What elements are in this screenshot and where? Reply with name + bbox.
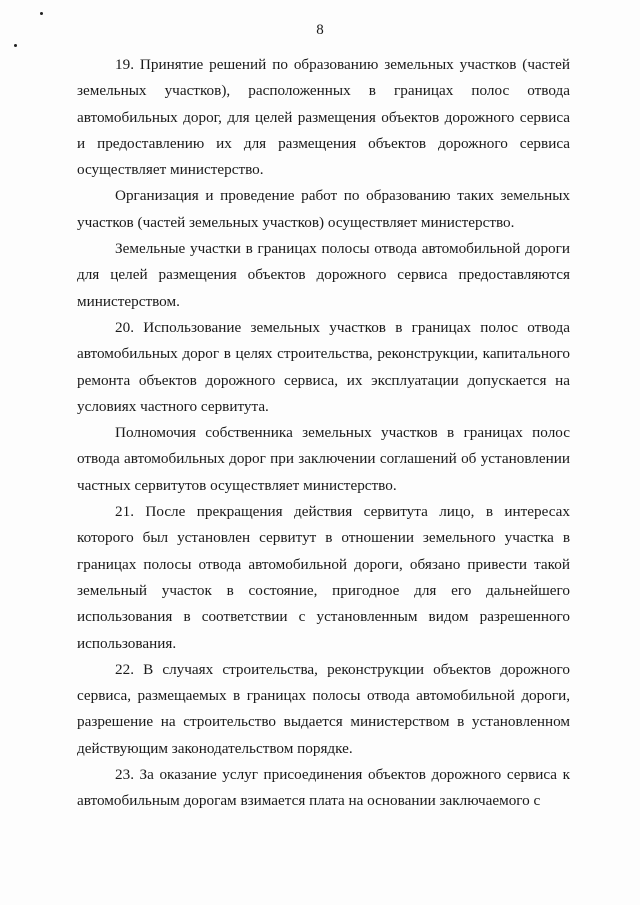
- paragraph-19-organization: Организация и проведение работ по образованию таких земельных участков (частей земельных участков) осуществляет министерство.: [77, 187, 570, 231]
- paragraph-20-powers: Полномочия собственника земельных участков в границах полос отвода автомобильных дорог при заключении соглашений об установлении частных сервитутов осуществляет министерство.: [77, 424, 570, 494]
- scan-speck: [14, 44, 17, 47]
- scan-speck: [40, 12, 43, 15]
- paragraph-23: 23. За оказание услуг присоединения объектов дорожного сервиса к автомобильным дорогам взимается плата на основании заключаемого с: [77, 766, 570, 810]
- paragraph-22: 22. В случаях строительства, реконструкции объектов дорожного сервиса, размещаемых в границах полосы отвода автомобильной дороги, разрешение на строительство выдается министерством в установленном действующим законодательством порядке.: [77, 660, 570, 757]
- page-number: 8: [316, 22, 324, 38]
- paragraph-20: 20. Использование земельных участков в границах полос отвода автомобильных дорог в целях строительства, реконструкции, капитального ремонта объектов дорожного сервиса, их эксплуатации допускается на условиях частного сервитута.: [77, 318, 570, 415]
- document-body: [77, 52, 570, 815]
- paragraph-21: 21. После прекращения действия сервитута лицо, в интересах которого был установлен сервитут в отношении земельного участка в границах полосы отвода автомобильной дороги, обязано привести такой земельный участок в состояние, пригодное для его дальнейшего использования в соответствии с установленным видом разрешенного использования.: [77, 503, 570, 652]
- paragraph-19: 19. Принятие решений по образованию земельных участков (частей земельных участков), расположенных в границах полос отвода автомобильных дорог, для целей размещения объектов дорожного сервиса и предоставлению их для размещения объектов дорожного сервиса осуществляет министерство.: [77, 56, 570, 179]
- paragraph-19-provision: Земельные участки в границах полосы отвода автомобильной дороги для целей размещения объектов дорожного сервиса предоставляются министерством.: [77, 240, 570, 310]
